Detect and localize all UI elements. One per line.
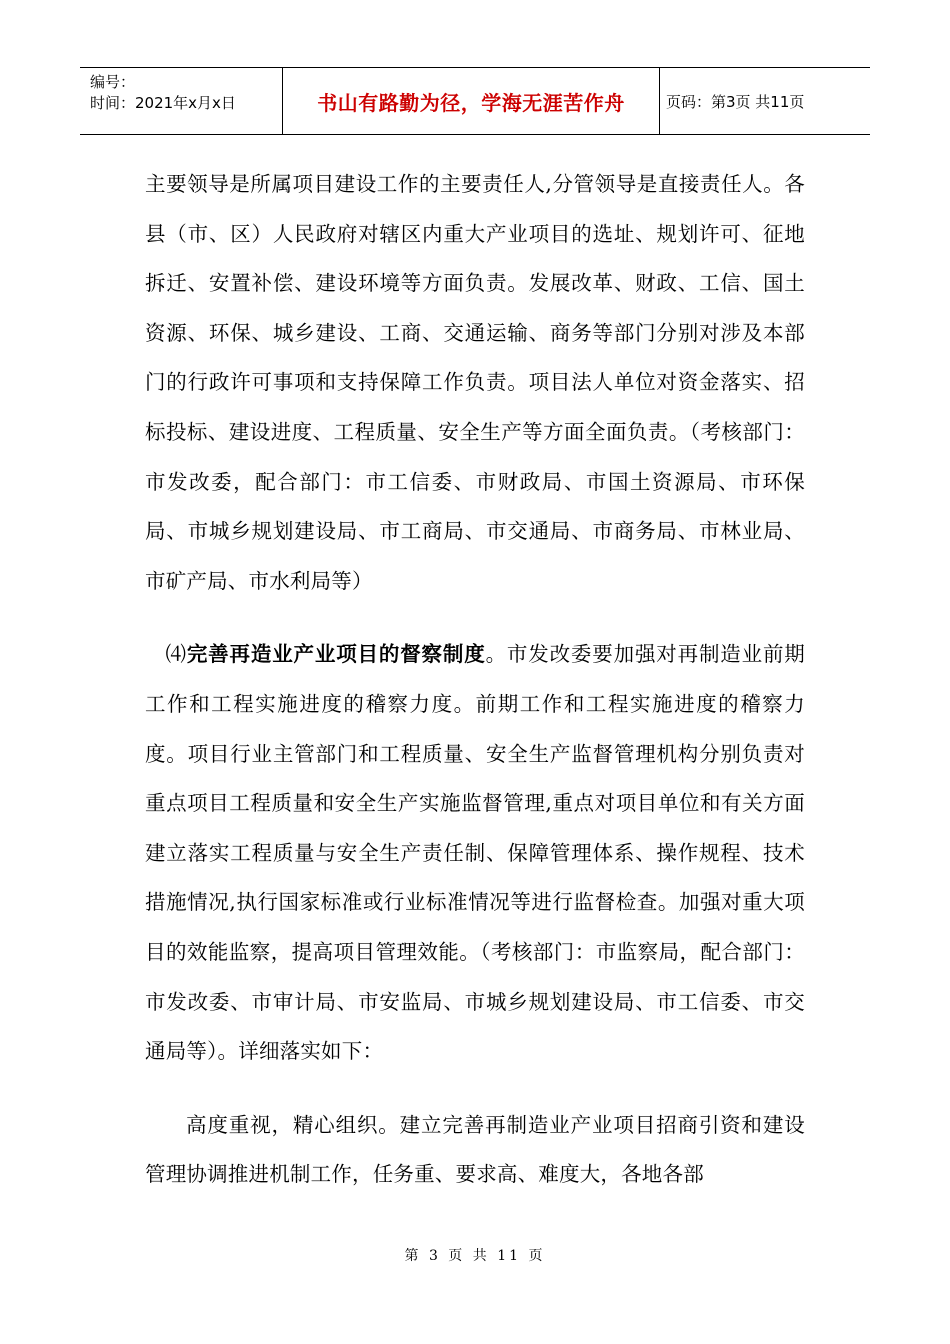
document-body: [145, 160, 805, 1200]
document-time-label: 时间：2021年x月x日: [90, 94, 236, 112]
header-motto: 书山有路勤为径，学海无涯苦作舟: [282, 68, 660, 134]
header-page-info: 页码：第3页 共11页: [666, 92, 805, 111]
list-marker: ⑷: [165, 642, 187, 667]
page-footer: 第 3 页 共 11 页: [404, 1248, 546, 1264]
page-header: [80, 67, 870, 135]
document-number-label: 编号：: [90, 73, 136, 91]
header-meta: [80, 68, 282, 134]
paragraph-organization: 高度重视，精心组织。建立完善再制造业产业项目招商引资和建设管理协调推进机制工作，任务重、要求高、难度大，各地各部: [145, 1112, 805, 1187]
paragraph-responsibility: 主要领导是所属项目建设工作的主要责任人,分管领导是直接责任人。各县（市、区）人民政府对辖区内重大产业项目的选址、规划许可、征地拆迁、安置补偿、建设环境等方面负责。发展改革、财政、工信、国土资源、环保、城乡建设、工商、交通运输、商务等部门分别对涉及本部门的行政许可事项和支持保障工作负责。项目法人单位对资金落实、招标投标、建设进度、工程质量、安全生产等方面全面负责。（考核部门：市发改委，配合部门：市工信委、市财政局、市国土资源局、市环保局、市城乡规划建设局、市工商局、市交通局、市商务局、市林业局、市矿产局、市水利局等）: [145, 172, 805, 593]
paragraph-supervision-text: 。市发改委要加强对再制造业前期工作和工程实施进度的稽察力度。前期工作和工程实施进度的稽察力度。项目行业主管部门和工程质量、安全生产监督管理机构分别负责对重点项目工程质量和安全生产实施监督管理,重点对项目单位和有关方面建立落实工程质量与安全生产责任制、保障管理体系、操作规程、技术措施情况,执行国家标准或行业标准情况等进行监督检查。加强对重大项目的效能监察，提高项目管理效能。（考核部门：市监察局，配合部门：市发改委、市审计局、市安监局、市城乡规划建设局、市工信委、市交通局等）。详细落实如下：: [145, 642, 806, 1064]
paragraph-supervision: [145, 630, 805, 1076]
paragraph-heading-bold: 完善再造业产业项目的督察制度: [186, 642, 486, 667]
